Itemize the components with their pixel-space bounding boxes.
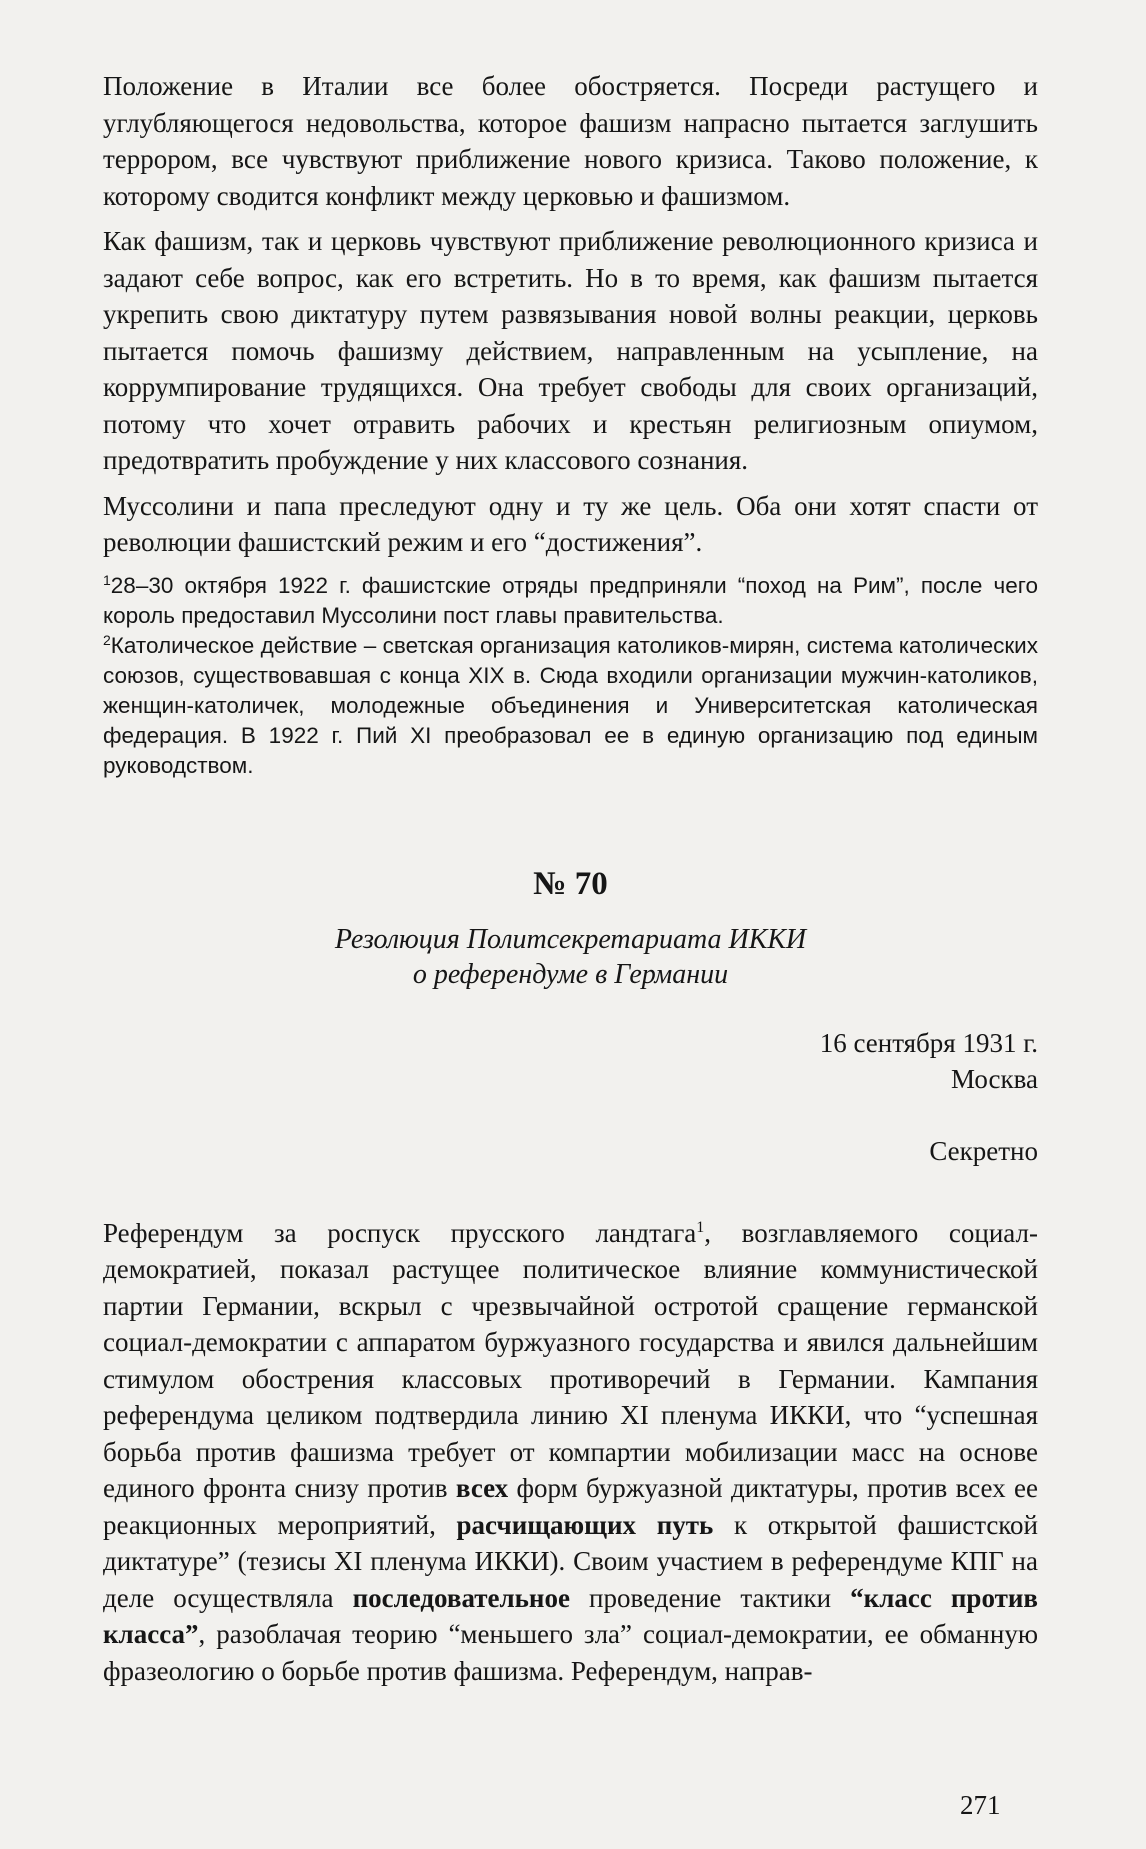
footnote-2 xyxy=(103,631,1038,781)
body-text-4: к открытой фашистской диктатуре” (тезисы XI пленума ИККИ). Своим участием в референдуме КПГ на деле осуществляла xyxy=(103,1509,1038,1613)
document-date: 16 сентября 1931 г. xyxy=(819,1027,1038,1058)
body-text-1: Референдум за роспуск прусского ландтага xyxy=(103,1217,697,1248)
paragraph-mussolini-pope: Муссолини и папа преследуют одну и ту же цель. Оба они хотят спасти от революции фашистский режим и его “достижения”. xyxy=(103,490,1038,557)
body-bold-1: всех xyxy=(455,1473,509,1503)
footnote-1-text: 28–30 октября 1922 г. фашистские отряды предприняли “поход на Рим”, после чего король предоставил Муссолини пост главы правительства. xyxy=(103,572,1038,628)
footnotes xyxy=(103,571,1038,781)
body-text-6: , разоблачая теорию “меньшего зла” социал-демократии, ее обманную фразеологию о борьбе против фашизма. Референдум, направ- xyxy=(103,1619,1038,1686)
page-number: 271 xyxy=(960,1790,1001,1820)
body-bold-4: “класс против класса” xyxy=(103,1582,1038,1649)
document-title-line-2: о референдуме в Германии xyxy=(412,958,729,990)
document-title-line-1: Резолюция Политсекретариата ИККИ xyxy=(334,923,807,955)
body-footnote-marker: 1 xyxy=(696,1218,705,1236)
document-title xyxy=(103,922,1038,992)
body-bold-2: расчищающих путь xyxy=(456,1509,714,1540)
document-meta xyxy=(103,1025,1038,1169)
paragraph-fascism-church: Как фашизм, так и церковь чувствуют приближение революционного кризиса и задают себе вопрос, как его встретить. Но в то время, как фашизм пытается укрепить свою диктатуру путем развязывания новой волны реакции, церковь пытается помочь фашизму действием, направленным на усыпление, на коррумпирование трудящихся. Она требует свободы для своих организаций, потому что хочет отравить рабочих и крестьян религиозным опиумом, предотвратить пробуждение у них классового сознания. xyxy=(103,226,1038,475)
body-text-2: , возглавляемого социал-демократией, показал растущее политическое влияние коммунистической партии Германии, вскрыл с чрезвычайной остротой сращение германской социал-демократии с аппаратом буржуазного государства и явился дальнейшим стимулом обострения классовых противоречий в Германии. Кампания референдума целиком подтвердила линию XI пленума ИККИ, что “успешная борьба против фашизма требует от компартии мобилизации масс на основе единого фронта снизу против xyxy=(103,1217,1038,1503)
footnote-1-marker: 1 xyxy=(103,571,111,588)
paragraph-italy-situation: Положение в Италии все более обостряется. Посреди растущего и углубляющегося недовольства, которое фашизм напрасно пытается заглушить террором, все чувствуют приближение нового кризиса. Таково положение, к которому сводится конфликт между церковью и фашизмом. xyxy=(103,71,1038,211)
body-text-3: форм буржуазной диктатуры, против всех ее реакционных мероприятий, xyxy=(103,1473,1039,1540)
footnote-2-text: Католическое действие – светская организация католиков-мирян, система католических союзов, существовавшая с конца XIX в. Сюда входили организации мужчин-католиков, женщин-католичек, молодежные объединения и Университетская католическая федерация. В 1922 г. Пий XI преобразовал ее в единую организацию под единым руководством. xyxy=(103,632,1038,778)
document-classification: Секретно xyxy=(929,1135,1038,1166)
page xyxy=(103,68,1038,1689)
document-number: № 70 xyxy=(533,865,608,902)
body-bold-3: последовательное xyxy=(352,1582,570,1613)
footnote-2-marker: 2 xyxy=(103,631,111,648)
resolution-body xyxy=(103,1215,1038,1690)
document-place: Москва xyxy=(951,1063,1038,1094)
footnote-1 xyxy=(103,571,1038,631)
body-text-5: проведение тактики xyxy=(569,1582,851,1613)
